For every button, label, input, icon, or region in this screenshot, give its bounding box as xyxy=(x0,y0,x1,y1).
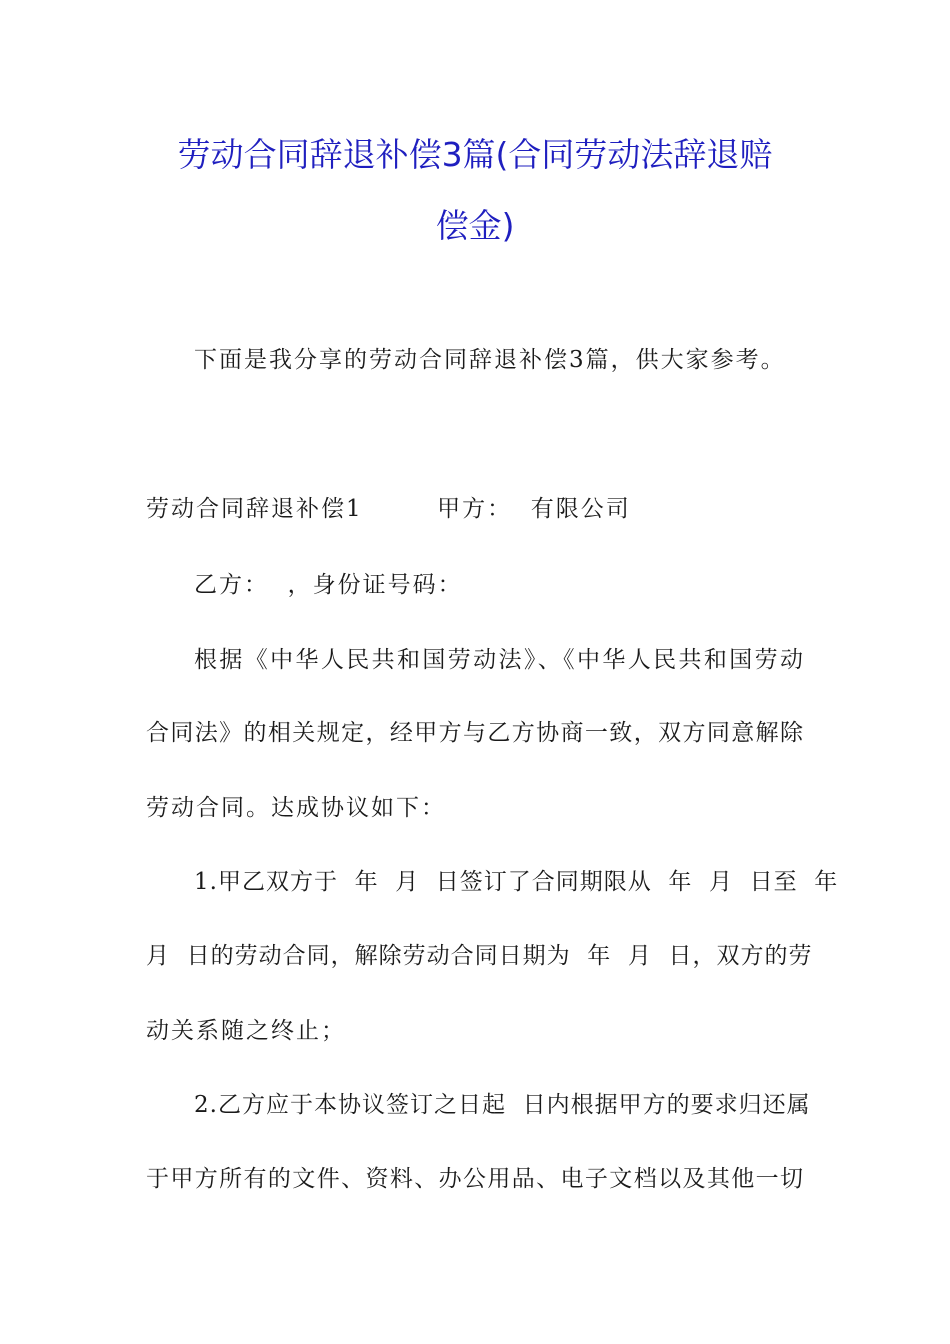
body-line: 根据《中华人民共和国劳动法》、《中华人民共和国劳动 xyxy=(194,647,804,673)
document-title-line-1: 劳动合同辞退补偿3篇(合同劳动法辞退赔 xyxy=(177,135,773,174)
clause-2-line: 2.乙方应于本协议签订之日起 日内根据甲方的要求归还属 xyxy=(194,1092,811,1118)
document-title-line-2: 偿金) xyxy=(435,206,515,245)
clause-1-line: 1.甲乙双方于 年 月 日签订了合同期限从 年 月 日至 年 xyxy=(194,869,839,895)
body-line: 合同法》的相关规定，经甲方与乙方协商一致，双方同意解除 xyxy=(146,720,804,746)
section-heading-party-a: 劳动合同辞退补偿1 甲方： 有限公司 xyxy=(146,496,631,522)
party-b-line: 乙方： ，身份证号码： xyxy=(194,572,463,598)
clause-2-line: 于甲方所有的文件、资料、办公用品、电子文档以及其他一切 xyxy=(146,1166,804,1192)
clause-1-line: 月 日的劳动合同，解除劳动合同日期为 年 月 日，双方的劳 xyxy=(146,943,813,969)
clause-1-line: 动关系随之终止； xyxy=(146,1018,346,1044)
intro-paragraph: 下面是我分享的劳动合同辞退补偿3篇，供大家参考。 xyxy=(194,347,786,373)
body-line: 劳动合同。达成协议如下： xyxy=(146,795,446,821)
